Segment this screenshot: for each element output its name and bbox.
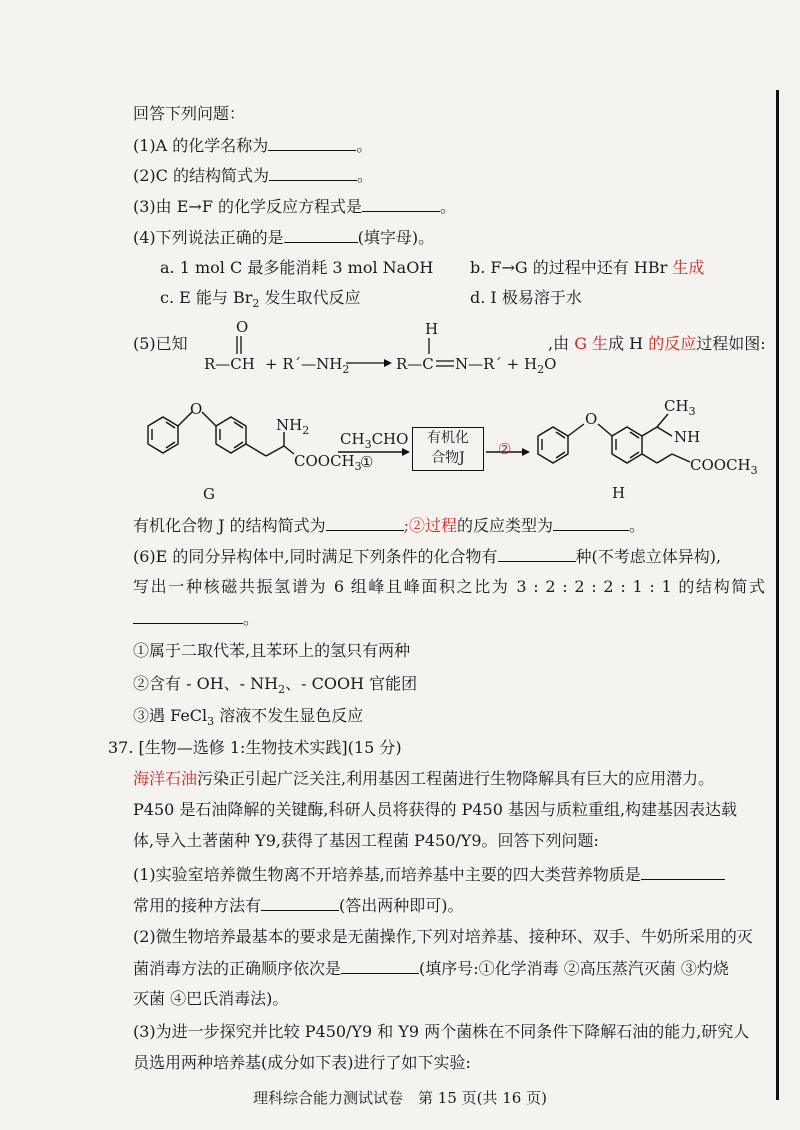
question-5-label: (5)已知 [133,334,188,353]
q37-paragraph-line-2: P450 是石油降解的关键酶,科研人员将获得的 P450 基因与质粒重组,构建基因表达载 [133,800,738,819]
answer-blank[interactable] [326,514,404,531]
sub-question-3-line-1: (3)为进一步探究并比较 P450/Y9 和 Y9 两个菌株在不同条件下降解石油的能力,研究人 [133,1022,750,1041]
answer-blank[interactable] [641,863,725,880]
option-c: c. E 能与 $Br_2$ 发生取代反应 [160,288,361,311]
sub-question-1-line-1: (1)实验室培养微生物离不开培养基,而培养基中主要的四大类营养物质是 [133,863,725,886]
g-amino-group: $NH_2$ [276,416,310,437]
condition-2: ②含有 - OH、- $NH_2$、- COOH 官能团 [133,674,418,697]
answer-blank[interactable] [498,545,576,562]
compound-j-box: 有机化 合物J [412,427,484,471]
step-1-label: ① [360,453,374,471]
question-6-line-1: (6)E 的同分异构体中,同时满足下列条件的化合物有 种(不考虑立体异构), [133,547,722,566]
reagent-acetaldehyde: $CH_3CHO$ [340,430,409,451]
question-37-title: 37. [生物—选修 1:生物技术实践](15 分) [108,738,402,757]
amine-formula: + $R´—NH_2$ [265,355,350,376]
question-4: (4)下列说法正确的是 (填字母)。 [133,228,435,247]
sub-question-1-line-2: 常用的接种方法有 (答出两种即可)。 [133,896,464,915]
condition-3: ③遇 FeCl$_3$ 溶液不发生显色反应 [133,706,364,729]
sub-question-3-line-2: 员选用两种培养基(成分如下表)进行了如下实验: [133,1053,471,1072]
answer-blank[interactable] [133,607,243,624]
h-ester-group: $COOCH_3$ [690,456,758,477]
sub-question-2-line-1: (2)微生物培养最基本的要求是无菌操作,下列对培养基、接种环、双手、牛奶所采用的灭 [133,927,753,946]
h-ether-oxygen: O [585,410,598,428]
option-a: a. 1 mol C 最多能消耗 3 mol NaOH [160,258,434,277]
question-6-line-3: 。 [133,607,259,630]
question-5-suffix: ,由 G 生成 H 的反应过程如图: [548,334,766,353]
g-ester-group: $COOCH_3$ [294,452,362,473]
imine-carbon: R—C [396,355,434,373]
question-6-line-2: 写出一种核磁共振氢谱为 6 组峰且峰面积之比为 3 : 2 : 2 : 2 : 1 : 1 的结构简式 [133,577,765,596]
label-compound-h: H [612,484,626,502]
option-d: d. I 极易溶于水 [470,288,582,307]
g-ether-oxygen: O [190,400,203,418]
sub-question-2-line-3: 灭菌 ④巴氏消毒法)。 [133,989,289,1008]
h-methyl-group: $CH_3$ [664,397,696,418]
aldehyde-formula: R—CH [204,355,255,373]
imine-hydrogen: H [425,320,439,338]
intro-text: 回答下列问题： [133,104,246,123]
condition-1: ①属于二取代苯,且苯环上的氢只有两种 [133,641,411,660]
label-compound-g: G [203,485,215,503]
option-b: b. F→G 的过程中还有 HBr 生成 [470,258,705,277]
aldehyde-oxygen: O [236,318,249,336]
compound-j-question: 有机化合物 J 的结构简式为 ;②过程的反应类型为 。 [133,516,646,535]
answer-blank[interactable] [553,514,629,531]
imine-tail: N—R´ + $H_2O$ [455,355,557,376]
q37-paragraph-line-1: 海洋石油污染正引起广泛关注,利用基因工程菌进行生物降解具有巨大的应用潜力。 [133,769,715,788]
question-3: (3)由 E→F 的化学反应方程式是 。 [133,197,457,216]
question-2: (2)C 的结构简式为 。 [133,166,374,185]
q37-paragraph-line-3: 体,导入土著菌种 Y9,获得了基因工程菌 P450/Y9。回答下列问题: [133,831,599,850]
h-ring-nh: NH [674,428,701,446]
step-2-label: ② [498,440,512,458]
page-footer: 理科综合能力测试试卷 第 15 页(共 16 页) [253,1089,547,1107]
question-1: (1)A 的化学名称为 。 [133,136,373,155]
answer-blank[interactable] [341,957,419,974]
sub-question-2-line-2: 菌消毒方法的正确顺序依次是 (填序号:①化学消毒 ②高压蒸汽灭菌 ③灼烧 [133,959,729,978]
answer-blank[interactable] [261,894,339,911]
